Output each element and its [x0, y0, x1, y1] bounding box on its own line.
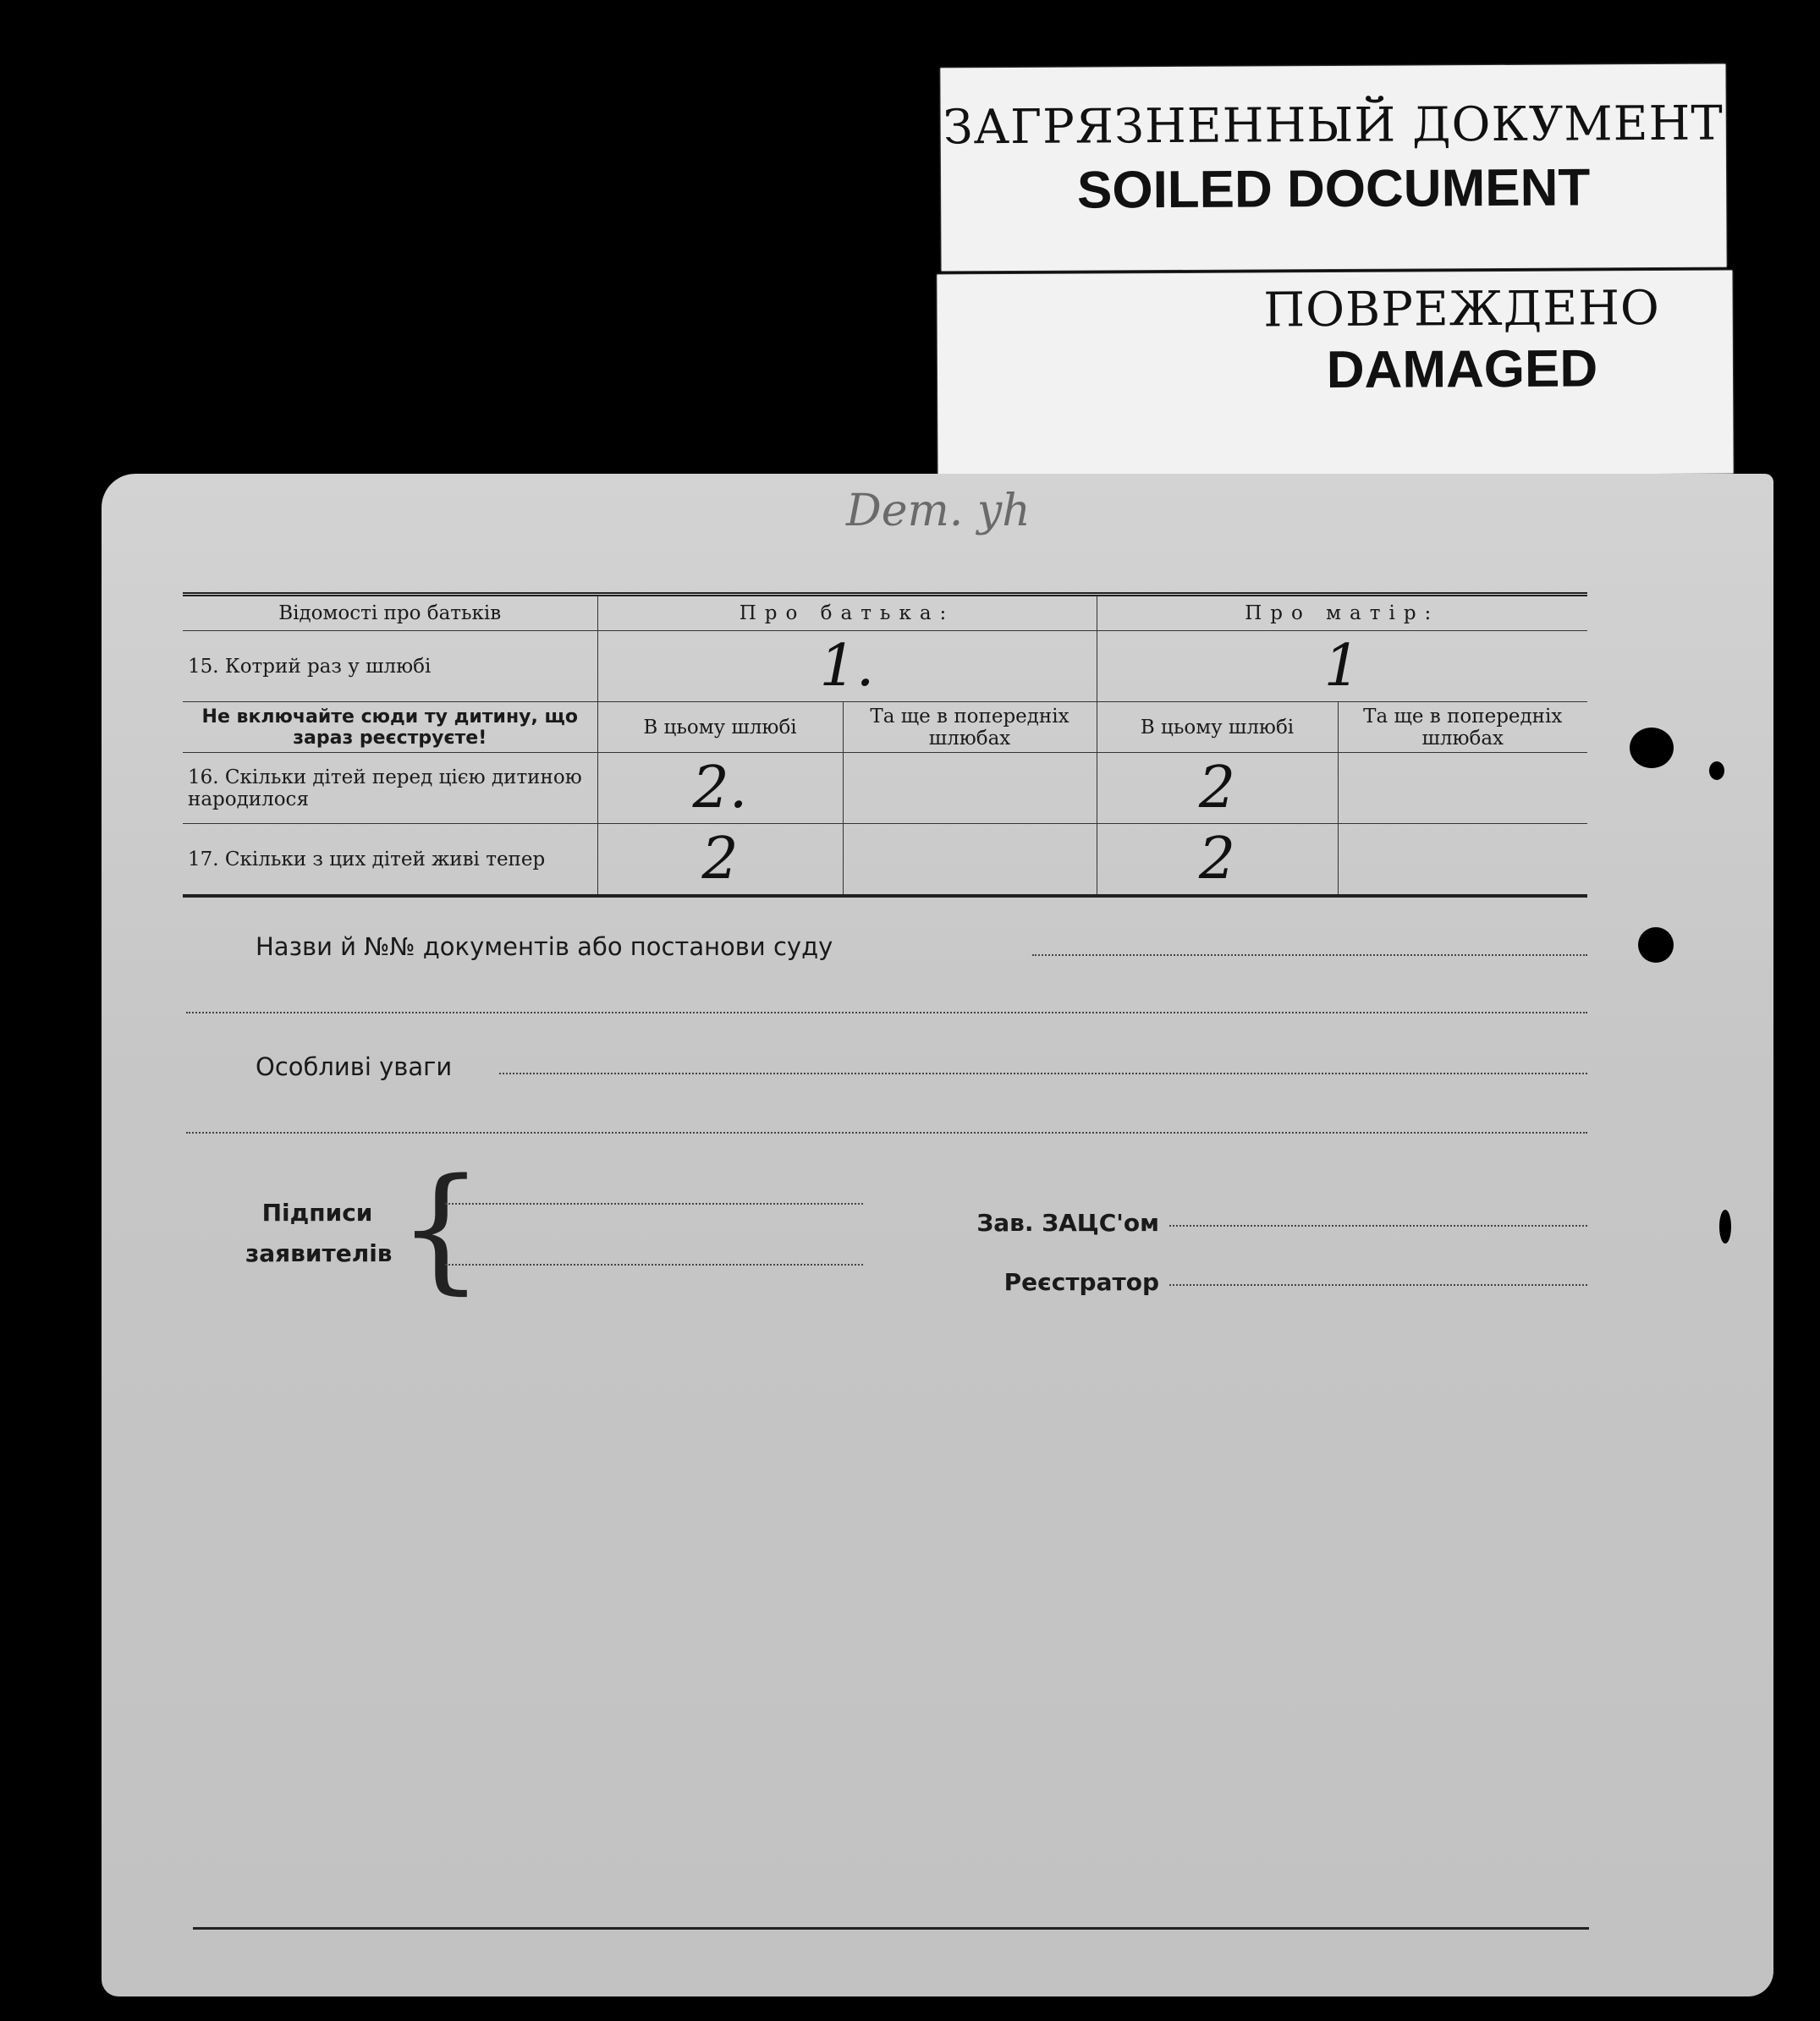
- row17-label: 17. Скільки з цих дітей живі тепер: [183, 824, 597, 897]
- punch-hole-1: [1630, 728, 1674, 768]
- remarks-field-line-1[interactable]: [499, 1073, 1587, 1074]
- row17-father-this: 2: [597, 824, 843, 897]
- pencil-note: Dem. yh: [846, 486, 1031, 536]
- damage-spot-2: [1719, 1210, 1731, 1244]
- row16-mother-this: 2: [1097, 753, 1338, 824]
- row16-father-this: 2.: [597, 753, 843, 824]
- row16-label: 16. Скільки дітей перед цією дитиною народилося: [183, 753, 597, 824]
- remarks-field-line-2[interactable]: [186, 1132, 1587, 1134]
- bottom-rule: [193, 1927, 1589, 1930]
- documents-field-line-1[interactable]: [1032, 954, 1587, 956]
- soiled-label-en: SOILED DOCUMENT: [1076, 158, 1591, 220]
- header-parents-info: Відомості про батьків: [183, 595, 597, 631]
- punch-hole-2: [1638, 927, 1674, 963]
- soiled-document-label: [940, 64, 1726, 272]
- damaged-label-ru: ПОВРЕЖДЕНО: [1263, 280, 1661, 338]
- damaged-label: [937, 271, 1733, 478]
- applicants-label-line-1: Підписи: [261, 1199, 373, 1227]
- row17-mother-prev: [1338, 824, 1587, 897]
- applicants-label-line-2: заявителів: [245, 1239, 393, 1267]
- damaged-label-en: DAMAGED: [1326, 339, 1598, 400]
- note-exclude-child: Не включайте сюди ту дитину, що зараз реєструєте!: [183, 702, 597, 753]
- row17-mother-this: 2: [1097, 824, 1338, 897]
- mother-prev-marriages-header: Та ще в попередніх шлюбах: [1338, 702, 1587, 753]
- head-signature-line[interactable]: [1169, 1225, 1587, 1227]
- father-prev-marriages-header: Та ще в попередніх шлюбах: [843, 702, 1097, 753]
- header-father: Про батька:: [597, 595, 1097, 631]
- mother-this-marriage-header: В цьому шлюбі: [1097, 702, 1338, 753]
- row15-father-value: 1.: [597, 631, 1097, 702]
- brace-icon: {: [398, 1149, 484, 1307]
- row15-label: 15. Котрий раз у шлюбі: [183, 631, 597, 702]
- damage-spot-1: [1709, 761, 1724, 780]
- remarks-label: Особливі уваги: [256, 1052, 453, 1081]
- registrar-label: Реєстратор: [1003, 1268, 1159, 1296]
- registrar-signature-line[interactable]: [1169, 1284, 1587, 1286]
- applicant-signature-line-2[interactable]: [445, 1264, 863, 1266]
- father-this-marriage-header: В цьому шлюбі: [597, 702, 843, 753]
- row16-father-prev: [843, 753, 1097, 824]
- row15-mother-value: 1: [1097, 631, 1587, 702]
- soiled-label-ru: ЗАГРЯЗНЕННЫЙ ДОКУМЕНТ: [943, 96, 1724, 156]
- head-zags-label: Зав. ЗАЦС'ом: [976, 1209, 1159, 1237]
- documents-label: Назви й №№ документів або постанови суду: [256, 932, 833, 961]
- documents-field-line-2[interactable]: [186, 1012, 1587, 1013]
- header-mother: Про матір:: [1097, 595, 1587, 631]
- applicant-signature-line-1[interactable]: [445, 1203, 863, 1205]
- row17-father-prev: [843, 824, 1097, 897]
- document-page: [102, 474, 1773, 1996]
- parents-info-table: [183, 592, 1587, 898]
- applicants-signatures-label: [245, 1193, 393, 1274]
- row16-mother-prev: [1338, 753, 1587, 824]
